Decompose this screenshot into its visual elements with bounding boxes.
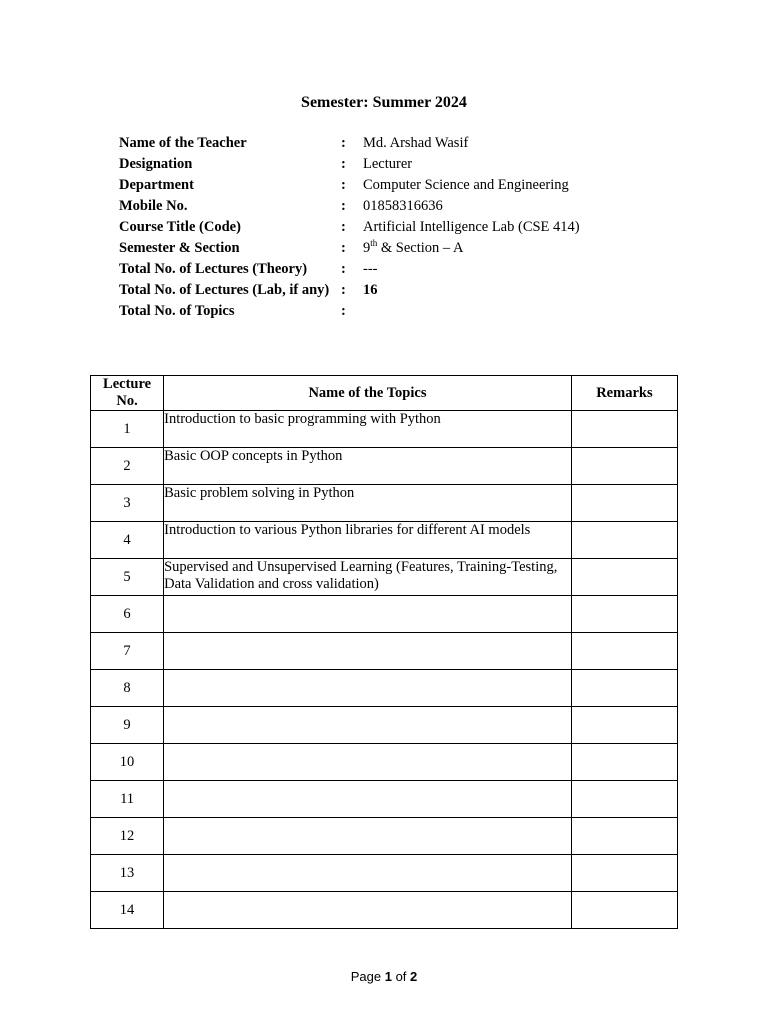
lecture-number-cell: 3 [91,485,164,522]
lecture-number-cell: 11 [91,781,164,818]
topic-name-cell [164,855,572,892]
remarks-cell [571,485,677,522]
remarks-cell [571,448,677,485]
page-total: 2 [410,969,418,984]
topic-name-cell [164,818,572,855]
topic-name-cell [164,633,572,670]
info-value: Computer Science and Engineering [363,177,569,193]
lecture-number-cell: 12 [91,818,164,855]
info-label: Total No. of Lectures (Theory) [119,261,308,277]
page-of: of [391,969,411,984]
table-row [91,485,678,522]
lecture-number-cell: 8 [91,670,164,707]
info-value: Lecturer [363,156,413,172]
info-colon: : [341,135,346,151]
topic-name-cell: Basic problem solving in Python [164,485,572,522]
info-row-lectures-lab [119,280,639,301]
page-title: Semester: Summer 2024 [301,94,467,111]
info-label: Mobile No. [119,198,188,214]
table-row [91,670,678,707]
lecture-number-cell: 5 [91,559,164,596]
info-row-teacher [119,133,639,154]
remarks-cell [571,670,677,707]
topic-name-cell [164,744,572,781]
info-value: 16 [363,282,378,298]
lecture-number-cell: 9 [91,707,164,744]
topic-name-cell: Introduction to basic programming with Python [164,411,572,448]
info-colon: : [341,219,346,235]
topic-name-cell [164,707,572,744]
info-value: Artificial Intelligence Lab (CSE 414) [363,219,580,235]
info-row-lectures-theory [119,259,639,280]
lecture-number-cell: 14 [91,892,164,929]
remarks-cell [571,707,677,744]
info-label: Course Title (Code) [119,219,241,235]
table-row [91,818,678,855]
topic-name-cell: Supervised and Unsupervised Learning (Features, Training-Testing, Data Validation and cross validation) [164,559,572,596]
info-colon: : [341,240,346,256]
info-label: Total No. of Topics [119,303,235,319]
info-colon: : [341,303,346,319]
table-row [91,522,678,559]
table-row [91,707,678,744]
header-lecture-no: Lecture No. [91,376,164,411]
info-row-designation [119,154,639,175]
topic-name-cell [164,670,572,707]
remarks-cell [571,744,677,781]
info-value: Md. Arshad Wasif [363,135,469,151]
page-prefix: Page [350,969,385,984]
info-value: --- [363,261,378,277]
info-label: Department [119,177,194,193]
info-colon: : [341,261,346,277]
info-colon: : [341,177,346,193]
section-text: & Section – A [377,240,464,256]
semester-number: 9 [363,240,371,256]
table-row [91,855,678,892]
info-label: Semester & Section [119,240,240,256]
table-header-row [91,376,678,411]
page-current: 1 [384,969,392,984]
info-label: Designation [119,156,193,172]
lecture-number-cell: 1 [91,411,164,448]
remarks-cell [571,596,677,633]
table-row [91,744,678,781]
topic-name-cell: Basic OOP concepts in Python [164,448,572,485]
remarks-cell [571,633,677,670]
remarks-cell [571,411,677,448]
lecture-number-cell: 2 [91,448,164,485]
topic-name-cell: Introduction to various Python libraries for different AI models [164,522,572,559]
info-row-course [119,217,639,238]
table-row [91,411,678,448]
remarks-cell [571,522,677,559]
topic-name-cell [164,781,572,818]
topic-name-cell [164,596,572,633]
semester-ordinal-suffix: th [370,238,378,249]
table-row [91,559,678,596]
info-label: Total No. of Lectures (Lab, if any) [119,282,330,298]
info-colon: : [341,156,346,172]
info-row-semester-section [119,238,639,259]
info-colon: : [341,282,346,298]
info-row-mobile [119,196,639,217]
page-number [0,969,768,984]
info-row-topics [119,301,639,322]
info-value: 01858316636 [363,198,443,214]
header-topic-name: Name of the Topics [164,376,572,411]
remarks-cell [571,892,677,929]
table-row [91,448,678,485]
lecture-number-cell: 13 [91,855,164,892]
remarks-cell [571,818,677,855]
lecture-number-cell: 6 [91,596,164,633]
info-label: Name of the Teacher [119,135,247,151]
info-value [363,301,639,322]
table-row [91,892,678,929]
remarks-cell [571,559,677,596]
table-row [91,596,678,633]
remarks-cell [571,781,677,818]
info-colon: : [341,198,346,214]
info-row-department [119,175,639,196]
lecture-number-cell: 7 [91,633,164,670]
remarks-cell [571,855,677,892]
table-row [91,633,678,670]
lecture-number-cell: 10 [91,744,164,781]
lecture-number-cell: 4 [91,522,164,559]
table-row [91,781,678,818]
course-info [119,133,639,322]
topics-table [90,375,678,929]
topic-name-cell [164,892,572,929]
header-remarks: Remarks [571,376,677,411]
info-value [363,238,639,259]
